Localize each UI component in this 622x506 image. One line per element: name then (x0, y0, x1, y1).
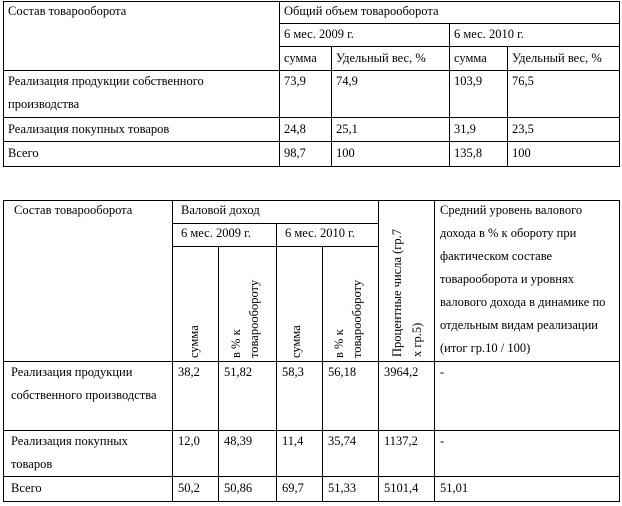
pct-2010-cell: 51,33 (328, 481, 357, 495)
avg-level-cell: 51,01 (440, 481, 469, 495)
sum-2009-cell: 73,9 (284, 74, 306, 88)
sum-2010-cell: 69,7 (282, 481, 304, 495)
pct-numbers-cell: 5101,4 (384, 481, 419, 495)
row-label: Всего (8, 146, 39, 160)
period-2009-header: 6 мес. 2009 г. (284, 27, 354, 41)
sum-header-2009: сумма (187, 325, 201, 358)
pct-header-2009-line1: в % к (229, 329, 243, 358)
pct-numbers-cell: 3964,2 (384, 365, 419, 379)
period-2010-header: 6 мес. 2010 г. (454, 27, 524, 41)
pct-numbers-header-line2: х гр.5) (410, 322, 424, 357)
sum-2010-cell: 135,8 (454, 146, 483, 160)
sum-2009-cell: 50,2 (178, 481, 200, 495)
avg-level-cell: - (440, 365, 445, 379)
period-2010-header: 6 мес. 2010 г. (285, 226, 355, 240)
row-label: Реализация покупных товаров (8, 122, 170, 136)
sum-2009-cell: 12,0 (178, 434, 200, 448)
share-2009-cell: 100 (336, 146, 355, 160)
gross-income-header: Валовой доход (181, 203, 260, 217)
period-2009-header: 6 мес. 2009 г. (181, 226, 251, 240)
pct-2009-cell: 51,82 (224, 365, 253, 379)
pct-header-2010-line1: в % к (332, 329, 346, 358)
row-label: Всего (11, 481, 42, 495)
row-label: Реализация продукции собственного производства (11, 365, 157, 402)
total-volume-header: Общий объем товарооборота (284, 4, 439, 18)
share-2010-cell: 76,5 (512, 74, 534, 88)
pct-numbers-header-line1: Процентные числа (гр.7 (390, 228, 404, 357)
share-header-2009: Удельный вес, % (336, 51, 426, 65)
pct-2009-cell: 48,39 (224, 434, 253, 448)
pct-header-2009-line2: товарообороту (247, 279, 261, 358)
pct-header-2010-line2: товарообороту (350, 279, 364, 358)
share-2009-cell: 74,9 (336, 74, 358, 88)
sum-header-2010: сумма (454, 51, 487, 65)
row-label: Реализация покупных товаров (11, 434, 128, 471)
row-label-continued: производства (8, 97, 80, 111)
sum-2010-cell: 58,3 (282, 365, 304, 379)
sum-2009-cell: 38,2 (178, 365, 200, 379)
sum-2010-cell: 11,4 (282, 434, 304, 448)
sum-header-2009: сумма (284, 51, 317, 65)
avg-level-cell: - (440, 434, 445, 448)
share-header-2010: Удельный вес, % (512, 51, 602, 65)
pct-2010-cell: 56,18 (328, 365, 357, 379)
pct-numbers-cell: 1137,2 (384, 434, 418, 448)
pct-2009-cell: 50,86 (224, 481, 253, 495)
share-2010-cell: 100 (512, 146, 531, 160)
composition-header: Состав товарооборота (8, 4, 127, 18)
share-2010-cell: 23,5 (512, 122, 534, 136)
pct-2010-cell: 35,74 (328, 434, 357, 448)
composition-header: Состав товарооборота (14, 203, 133, 217)
sum-2009-cell: 24,8 (284, 122, 306, 136)
sum-2010-cell: 103,9 (454, 74, 483, 88)
sum-header-2010: сумма (289, 325, 303, 358)
row-label: Реализация продукции собственного (8, 74, 204, 88)
share-2009-cell: 25,1 (336, 122, 358, 136)
sum-2009-cell: 98,7 (284, 146, 306, 160)
avg-level-header: Средний уровень валового дохода в % к обороту при фактическом составе товарооборота и уровнях валового дохода в динамике по отдельным видам реализации (итог гр.10 / 100) (440, 203, 606, 355)
sum-2010-cell: 31,9 (454, 122, 476, 136)
